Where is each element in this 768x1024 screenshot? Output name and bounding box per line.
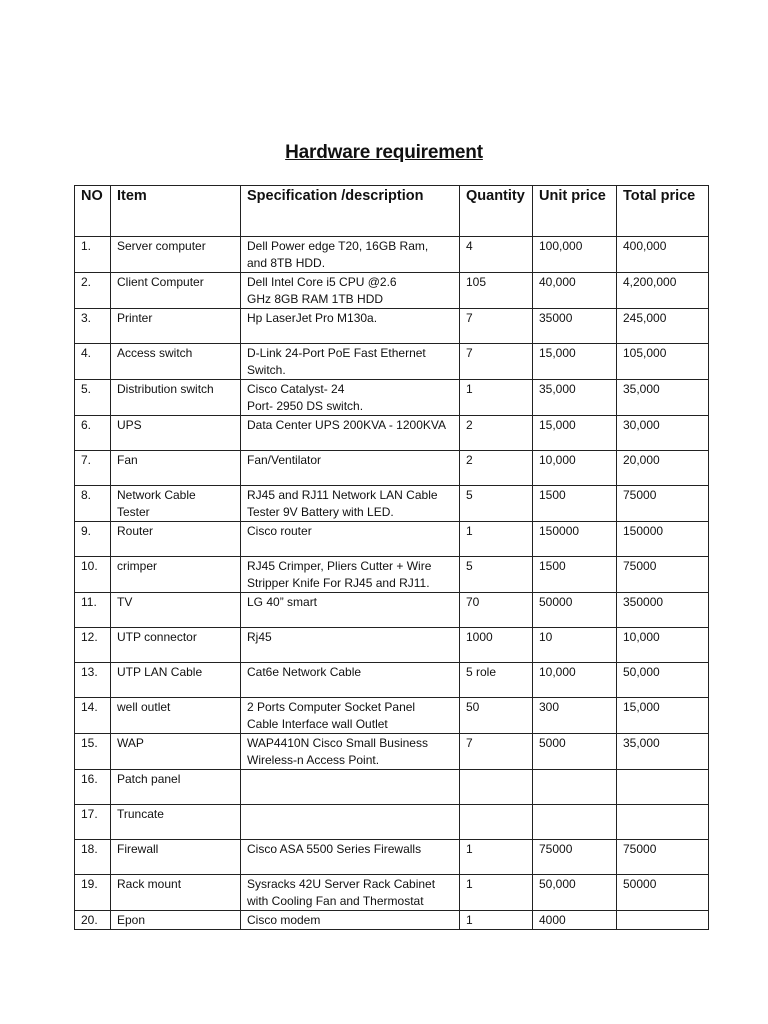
cell-item: TV [111,593,241,628]
cell-quantity: 105 [460,273,533,309]
cell-quantity: 5 [460,557,533,593]
cell-no: 8. [75,486,111,522]
cell-no: 18. [75,840,111,875]
cell-no: 16. [75,770,111,805]
cell-quantity: 4 [460,237,533,273]
cell-unit-price: 10 [533,628,617,663]
cell-no: 13. [75,663,111,698]
cell-unit-price: 35,000 [533,380,617,416]
cell-spec: Cisco ASA 5500 Series Firewalls [241,840,460,875]
cell-unit-price: 15,000 [533,416,617,451]
cell-no: 12. [75,628,111,663]
cell-item: WAP [111,734,241,770]
table-row [75,380,709,416]
cell-total-price: 245,000 [617,309,709,344]
table-row [75,698,709,734]
table-row [75,840,709,875]
cell-spec: Cisco modem [241,911,460,930]
cell-item: well outlet [111,698,241,734]
document-title: Hardware requirement [285,142,483,163]
table-row [75,486,709,522]
cell-spec: RJ45 Crimper, Pliers Cutter + Wire Stripper Knife For RJ45 and RJ11. [241,557,460,593]
cell-item: Distribution switch [111,380,241,416]
cell-item: Network Cable Tester [111,486,241,522]
cell-item: Patch panel [111,770,241,805]
cell-unit-price [533,805,617,840]
cell-total-price: 15,000 [617,698,709,734]
cell-total-price: 75000 [617,840,709,875]
cell-no: 15. [75,734,111,770]
cell-item: Printer [111,309,241,344]
cell-unit-price: 15,000 [533,344,617,380]
table-body [75,237,709,930]
table-row [75,557,709,593]
cell-unit-price: 5000 [533,734,617,770]
hardware-requirement-table [74,185,709,930]
cell-item: Fan [111,451,241,486]
table-row [75,663,709,698]
cell-total-price: 35,000 [617,380,709,416]
table-row [75,344,709,380]
cell-spec: D-Link 24-Port PoE Fast Ethernet Switch. [241,344,460,380]
cell-quantity: 1 [460,875,533,911]
cell-spec: Sysracks 42U Server Rack Cabinet with Cooling Fan and Thermostat [241,875,460,911]
cell-item: Server computer [111,237,241,273]
cell-unit-price: 150000 [533,522,617,557]
cell-unit-price: 10,000 [533,663,617,698]
table-row [75,522,709,557]
cell-item: Router [111,522,241,557]
table-row [75,451,709,486]
cell-no: 5. [75,380,111,416]
cell-no: 9. [75,522,111,557]
cell-item: Access switch [111,344,241,380]
header-item: Item [111,186,241,237]
cell-no: 10. [75,557,111,593]
cell-unit-price: 300 [533,698,617,734]
cell-unit-price: 50,000 [533,875,617,911]
table-row [75,805,709,840]
cell-unit-price: 1500 [533,557,617,593]
table-row [75,911,709,930]
cell-quantity [460,770,533,805]
cell-spec: Dell Intel Core i5 CPU @2.6 GHz 8GB RAM 1TB HDD [241,273,460,309]
cell-spec: RJ45 and RJ11 Network LAN Cable Tester 9V Battery with LED. [241,486,460,522]
cell-quantity: 1 [460,380,533,416]
cell-total-price: 10,000 [617,628,709,663]
header-quantity: Quantity [460,186,533,237]
cell-no: 4. [75,344,111,380]
header-total-price: Total price [617,186,709,237]
cell-no: 3. [75,309,111,344]
cell-unit-price: 100,000 [533,237,617,273]
cell-quantity: 1 [460,911,533,930]
cell-spec: Dell Power edge T20, 16GB Ram, and 8TB HDD. [241,237,460,273]
table-row [75,309,709,344]
table-row [75,734,709,770]
cell-no: 19. [75,875,111,911]
table-header-row [75,186,709,237]
cell-quantity: 5 [460,486,533,522]
cell-item: UTP connector [111,628,241,663]
cell-total-price: 4,200,000 [617,273,709,309]
cell-spec [241,805,460,840]
cell-unit-price [533,770,617,805]
cell-total-price: 150000 [617,522,709,557]
cell-total-price [617,770,709,805]
cell-item: Rack mount [111,875,241,911]
cell-item: Truncate [111,805,241,840]
cell-quantity: 7 [460,734,533,770]
cell-no: 17. [75,805,111,840]
cell-item: UTP LAN Cable [111,663,241,698]
cell-spec: WAP4410N Cisco Small Business Wireless-n Access Point. [241,734,460,770]
cell-quantity: 1 [460,840,533,875]
cell-spec: Cisco Catalyst- 24 Port- 2950 DS switch. [241,380,460,416]
cell-total-price: 105,000 [617,344,709,380]
table-row [75,593,709,628]
cell-quantity: 1000 [460,628,533,663]
cell-spec: 2 Ports Computer Socket Panel Cable Interface wall Outlet [241,698,460,734]
cell-no: 20. [75,911,111,930]
table-row [75,628,709,663]
cell-unit-price: 40,000 [533,273,617,309]
cell-quantity: 1 [460,522,533,557]
table-row [75,273,709,309]
table-row [75,875,709,911]
cell-quantity: 2 [460,451,533,486]
cell-quantity: 50 [460,698,533,734]
header-no: NO [75,186,111,237]
cell-no: 11. [75,593,111,628]
cell-quantity [460,805,533,840]
cell-no: 6. [75,416,111,451]
cell-total-price: 35,000 [617,734,709,770]
cell-total-price: 350000 [617,593,709,628]
cell-total-price: 50,000 [617,663,709,698]
cell-no: 1. [75,237,111,273]
cell-total-price: 50000 [617,875,709,911]
cell-total-price: 75000 [617,557,709,593]
cell-spec: Fan/Ventilator [241,451,460,486]
cell-spec: LG 40” smart [241,593,460,628]
cell-total-price: 75000 [617,486,709,522]
cell-unit-price: 1500 [533,486,617,522]
table-row [75,237,709,273]
cell-unit-price: 50000 [533,593,617,628]
cell-spec: Cat6e Network Cable [241,663,460,698]
cell-unit-price: 10,000 [533,451,617,486]
cell-quantity: 2 [460,416,533,451]
cell-no: 14. [75,698,111,734]
cell-unit-price: 35000 [533,309,617,344]
cell-total-price: 30,000 [617,416,709,451]
cell-spec: Hp LaserJet Pro M130a. [241,309,460,344]
cell-item: Epon [111,911,241,930]
table-row [75,416,709,451]
cell-item: Client Computer [111,273,241,309]
cell-no: 7. [75,451,111,486]
cell-total-price [617,805,709,840]
header-unit-price: Unit price [533,186,617,237]
cell-quantity: 7 [460,309,533,344]
cell-total-price: 20,000 [617,451,709,486]
cell-spec: Cisco router [241,522,460,557]
cell-spec: Rj45 [241,628,460,663]
cell-spec: Data Center UPS 200KVA - 1200KVA [241,416,460,451]
cell-item: Firewall [111,840,241,875]
cell-spec [241,770,460,805]
cell-quantity: 5 role [460,663,533,698]
cell-unit-price: 75000 [533,840,617,875]
cell-unit-price: 4000 [533,911,617,930]
cell-total-price: 400,000 [617,237,709,273]
cell-quantity: 70 [460,593,533,628]
cell-no: 2. [75,273,111,309]
table-row [75,770,709,805]
cell-total-price [617,911,709,930]
header-specification: Specification /description [241,186,460,237]
cell-item: crimper [111,557,241,593]
cell-item: UPS [111,416,241,451]
cell-quantity: 7 [460,344,533,380]
